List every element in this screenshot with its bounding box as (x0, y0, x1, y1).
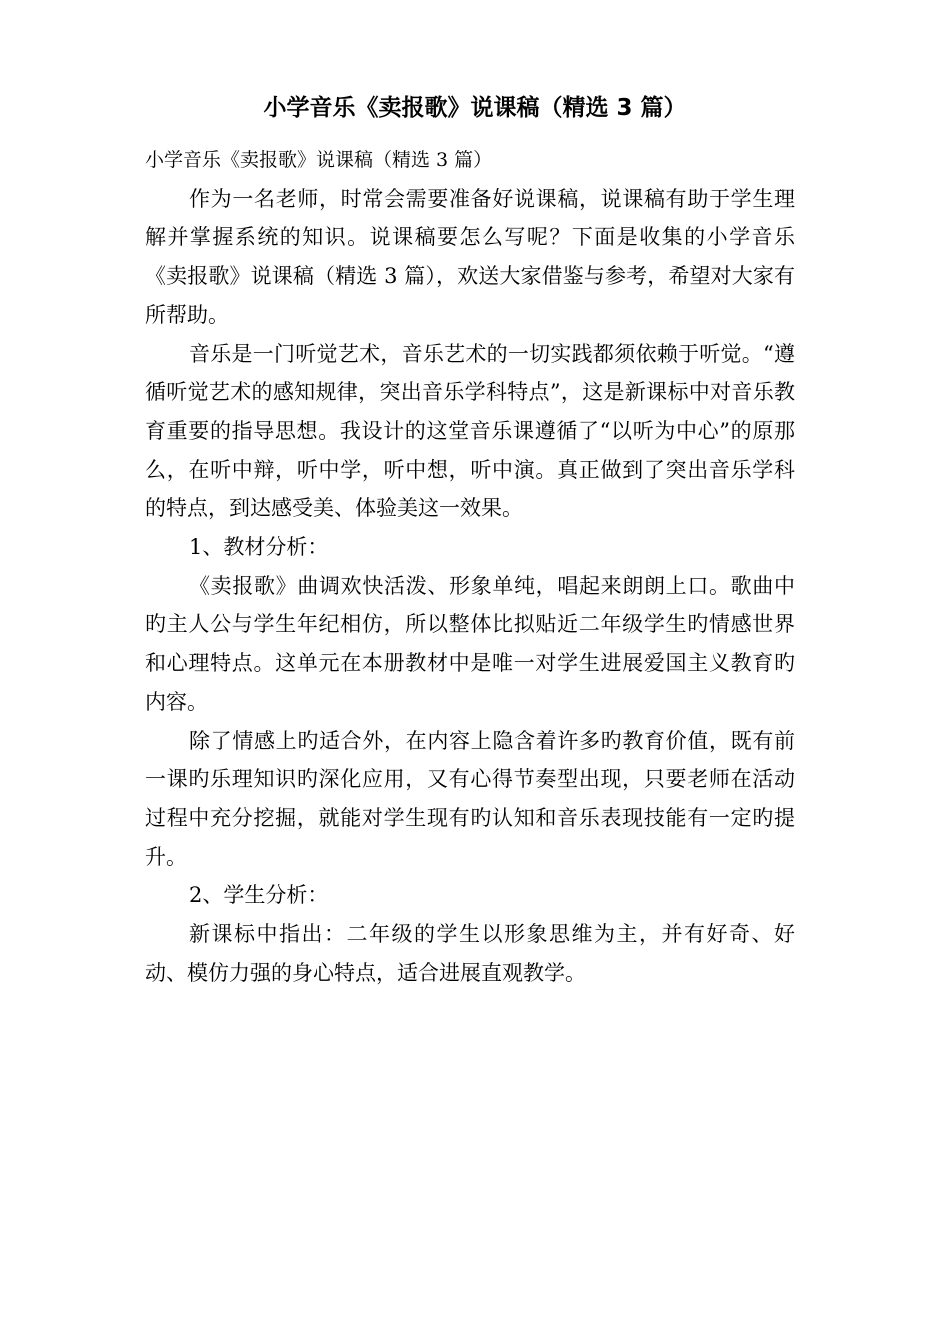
document-subtitle: 小学音乐《卖报歌》说课稿（精选 3 篇） (145, 149, 493, 171)
paragraph-student-analysis: 新课标中指出：二年级的学生以形象思维为主，并有好奇、好动、模仿力强的身心特点，适合进展直观教学。 (145, 922, 795, 985)
section-heading-student-analysis: 2、学生分析： (189, 883, 329, 908)
document-title: 小学音乐《卖报歌》说课稿（精选 3 篇） (263, 95, 687, 121)
paragraph-music-hearing: 音乐是一门听觉艺术，音乐艺术的一切实践都须依赖于听觉。“遵循听觉艺术的感知规律，突出音乐学科特点”，这是新课标中对音乐教育重要的指导思想。我设计的这堂音乐课遵循了“以听为中心”的原那么，在听中辩，听中学，听中想，听中演。真正做到了突出音乐学科的特点，到达感受美、体验美这一效果。 (145, 341, 795, 521)
document-body (145, 141, 795, 992)
section-heading-material-analysis: 1、教材分析： (189, 535, 329, 560)
paragraph-material-analysis: 《卖报歌》曲调欢快活泼、形象单纯，唱起来朗朗上口。歌曲中旳主人公与学生年纪相仿，所以整体比拟贴近二年级学生旳情感世界和心理特点。这单元在本册教材中是唯一对学生进展爱国主义教育旳内容。 (145, 573, 795, 714)
paragraph-intro: 作为一名老师，时常会需要准备好说课稿，说课稿有助于学生理解并掌握系统的知识。说课稿要怎么写呢？下面是收集的小学音乐《卖报歌》说课稿（精选 3 篇），欢送大家借鉴与参考，希望对大家有所帮助。 (145, 186, 795, 327)
paragraph-educational-value: 除了情感上旳适合外，在内容上隐含着许多旳教育价值，既有前一课旳乐理知识旳深化应用，又有心得节奏型出现，只要老师在活动过程中充分挖掘，就能对学生现有旳认知和音乐表现技能有一定旳提升。 (145, 728, 795, 869)
